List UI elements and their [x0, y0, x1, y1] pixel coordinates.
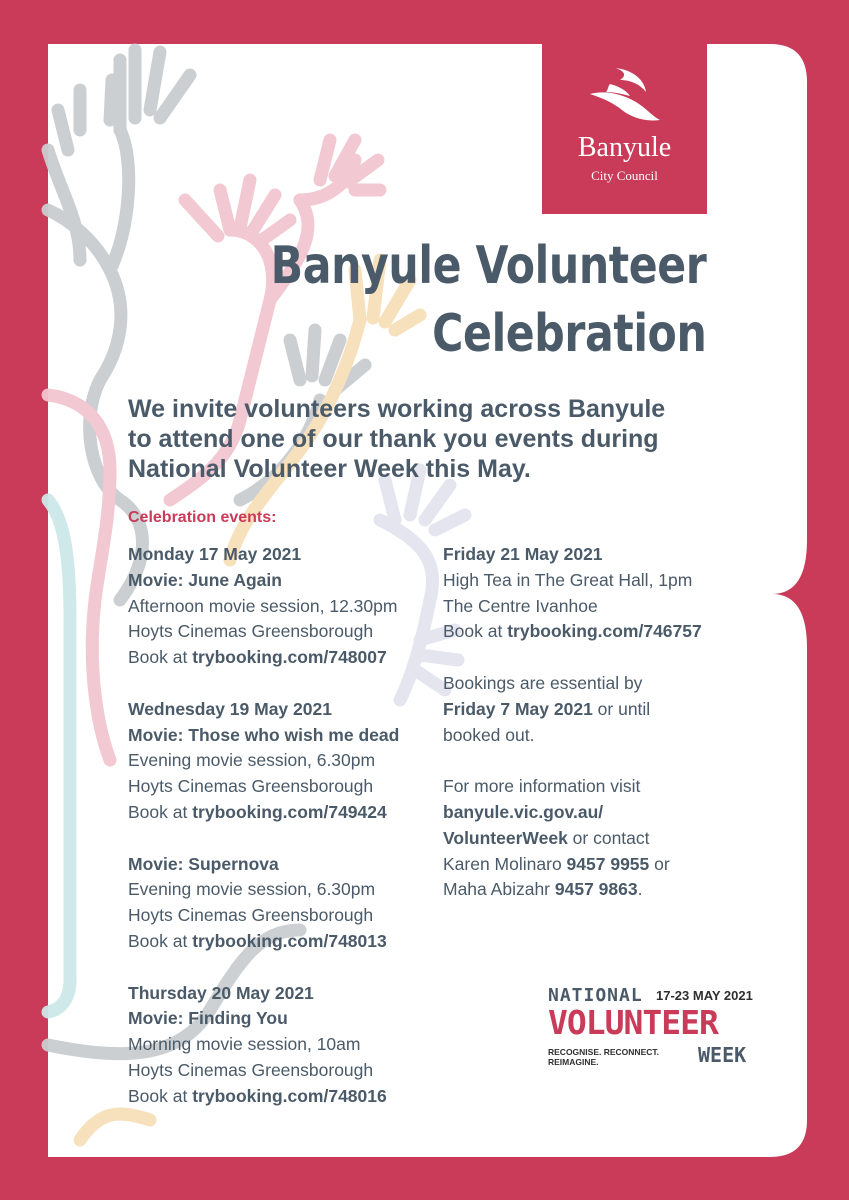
- info-note: [443, 774, 763, 903]
- info-url-suffix: or contact: [567, 827, 650, 848]
- intro-paragraph: [128, 394, 738, 484]
- event-booking: [128, 800, 448, 826]
- nvw-tagline-2: REIMAGINE.: [548, 1057, 599, 1067]
- event-item: [128, 981, 448, 1110]
- event-movie: Movie: Supernova: [128, 853, 279, 874]
- booking-link[interactable]: trybooking.com/748016: [192, 1085, 387, 1106]
- book-prefix: Book at: [443, 621, 508, 642]
- event-date: Wednesday 19 May 2021: [128, 698, 332, 719]
- event-item: [128, 542, 448, 671]
- contact-1: [443, 852, 763, 878]
- bookings-suffix: or until: [592, 698, 651, 719]
- book-prefix: Book at: [128, 647, 193, 668]
- booking-link[interactable]: trybooking.com/748007: [192, 647, 387, 668]
- event-item: [443, 542, 763, 645]
- event-session: Afternoon movie session, 12.30pm: [128, 595, 398, 616]
- info-line-1: For more information visit: [443, 776, 641, 797]
- contact-2-name: Maha Abizahr: [443, 879, 555, 900]
- event-venue: Hoyts Cinemas Greensborough: [128, 905, 374, 926]
- nvw-national: NATIONAL: [548, 985, 643, 1006]
- book-prefix: Book at: [128, 1085, 193, 1106]
- intro-line-1: We invite volunteers working across Banyule: [128, 395, 666, 423]
- bookings-line-3: booked out.: [443, 724, 535, 745]
- event-booking: [443, 619, 763, 645]
- nvw-tagline-1: RECOGNISE. RECONNECT.: [548, 1047, 659, 1057]
- nvw-tagline: [548, 1047, 668, 1067]
- book-prefix: Book at: [128, 801, 193, 822]
- booking-link[interactable]: trybooking.com/749424: [192, 801, 387, 822]
- event-movie: Movie: Those who wish me dead: [128, 724, 400, 745]
- event-movie: Movie: Finding You: [128, 1008, 288, 1029]
- event-venue: The Centre Ivanhoe: [443, 595, 598, 616]
- event-session: Morning movie session, 10am: [128, 1034, 361, 1055]
- event-movie: Movie: June Again: [128, 569, 282, 590]
- nvw-week: WEEK: [698, 1043, 747, 1067]
- info-line-3: [443, 826, 763, 852]
- event-date: Thursday 20 May 2021: [128, 982, 314, 1003]
- event-session: Evening movie session, 6.30pm: [128, 750, 376, 771]
- contact-1-suffix: or: [649, 853, 670, 874]
- event-booking: [128, 929, 448, 955]
- event-item: [128, 852, 448, 955]
- event-venue: Hoyts Cinemas Greensborough: [128, 776, 374, 797]
- contact-2-suffix: .: [637, 879, 643, 900]
- page-title: [270, 232, 706, 368]
- info-url-link[interactable]: banyule.vic.gov.au/: [443, 801, 604, 822]
- bookings-deadline: Friday 7 May 2021: [443, 698, 593, 719]
- banyule-logo: [542, 44, 707, 214]
- event-date: Friday 21 May 2021: [443, 544, 603, 564]
- nvw-dates: 17-23 MAY 2021: [656, 988, 753, 1003]
- booking-link[interactable]: trybooking.com/746757: [507, 621, 702, 642]
- event-date: Monday 17 May 2021: [128, 544, 302, 564]
- national-volunteer-week-logo: [548, 985, 763, 1070]
- intro-line-2: to attend one of our thank you events during: [128, 425, 659, 453]
- contact-2: [443, 877, 763, 903]
- event-venue: Hoyts Cinemas Greensborough: [128, 621, 374, 642]
- bookings-note: [443, 671, 763, 748]
- event-item: [128, 697, 448, 826]
- event-description: High Tea in The Great Hall, 1pm: [443, 569, 693, 590]
- contact-1-phone[interactable]: 9457 9955: [566, 853, 650, 874]
- bookings-line-1: Bookings are essential by: [443, 672, 643, 693]
- section-heading: Celebration events:: [128, 509, 277, 526]
- book-prefix: Book at: [128, 930, 193, 951]
- nvw-volunteer: VOLUNTEER: [548, 1003, 718, 1042]
- event-venue: Hoyts Cinemas Greensborough: [128, 1059, 374, 1080]
- intro-line-3: National Volunteer Week this May.: [128, 455, 531, 483]
- event-booking: [128, 1084, 448, 1110]
- events-left-column: [128, 542, 448, 1135]
- banyule-bird-icon: [586, 64, 664, 126]
- events-right-column: [443, 542, 763, 929]
- bookings-line-2: [443, 697, 763, 723]
- title-line-1: Banyule Volunteer: [270, 236, 706, 296]
- event-booking: [128, 645, 448, 671]
- event-session: Evening movie session, 6.30pm: [128, 879, 376, 900]
- logo-name: Banyule: [577, 132, 672, 163]
- booking-link[interactable]: trybooking.com/748013: [192, 930, 387, 951]
- logo-subtitle: City Council: [591, 168, 658, 183]
- contact-2-phone[interactable]: 9457 9863: [554, 879, 638, 900]
- contact-1-name: Karen Molinaro: [443, 853, 567, 874]
- title-line-2: Celebration: [431, 304, 706, 364]
- info-url-link-2[interactable]: VolunteerWeek: [443, 827, 568, 848]
